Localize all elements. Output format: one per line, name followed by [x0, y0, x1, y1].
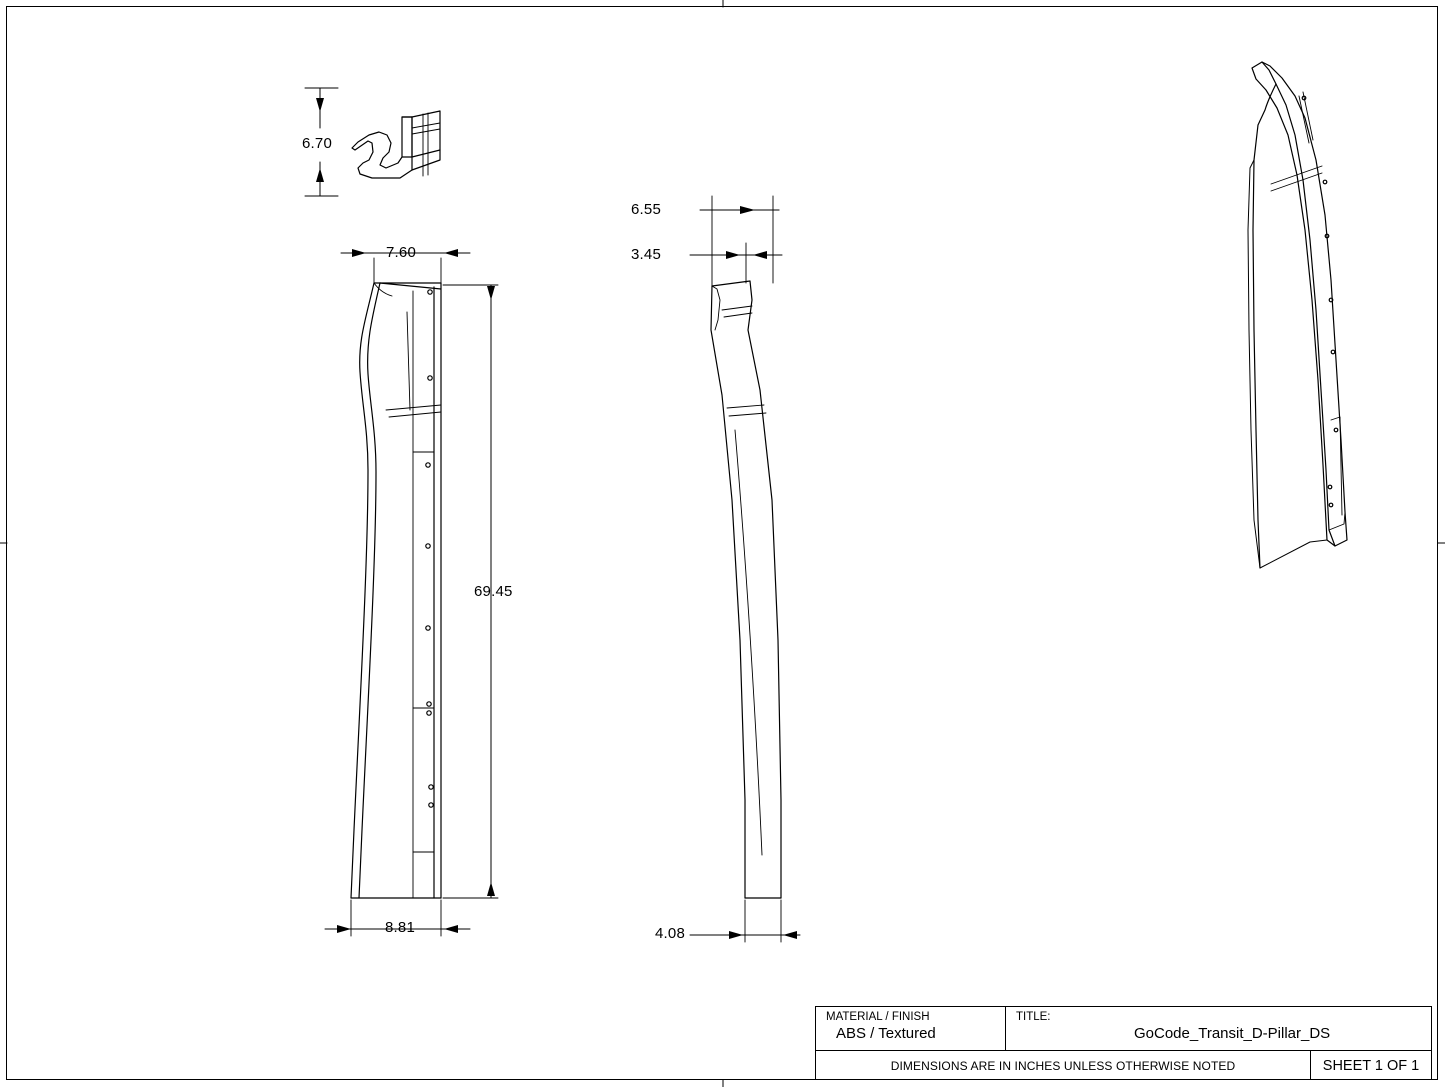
sheet-number-cell [1311, 1051, 1431, 1080]
units-note-cell [816, 1051, 1311, 1080]
material-finish-value: ABS / Textured [836, 1025, 936, 1042]
dimension-6-55: 6.55 [631, 201, 661, 218]
dimension-69-45: 69.45 [474, 583, 513, 600]
title-block-row-top [816, 1007, 1431, 1051]
dimension-8-81: 8.81 [385, 919, 415, 936]
title-value: GoCode_Transit_D-Pillar_DS [1134, 1025, 1331, 1042]
material-finish-label: MATERIAL / FINISH [826, 1011, 930, 1023]
units-note-text: DIMENSIONS ARE IN INCHES UNLESS OTHERWISE NOTED [890, 1058, 1236, 1073]
dimension-3-45: 3.45 [631, 246, 661, 263]
title-block-row-bottom [816, 1051, 1431, 1080]
dimension-4-08: 4.08 [655, 925, 685, 942]
title-label: TITLE: [1016, 1011, 1051, 1023]
title-cell [1006, 1007, 1431, 1050]
material-finish-cell [816, 1007, 1006, 1050]
title-block [815, 1006, 1432, 1080]
sheet-border [6, 6, 1438, 1080]
sheet-number-text: SHEET 1 OF 1 [1322, 1057, 1420, 1074]
dimension-7-60: 7.60 [386, 244, 416, 261]
dimension-6-70: 6.70 [302, 135, 332, 152]
